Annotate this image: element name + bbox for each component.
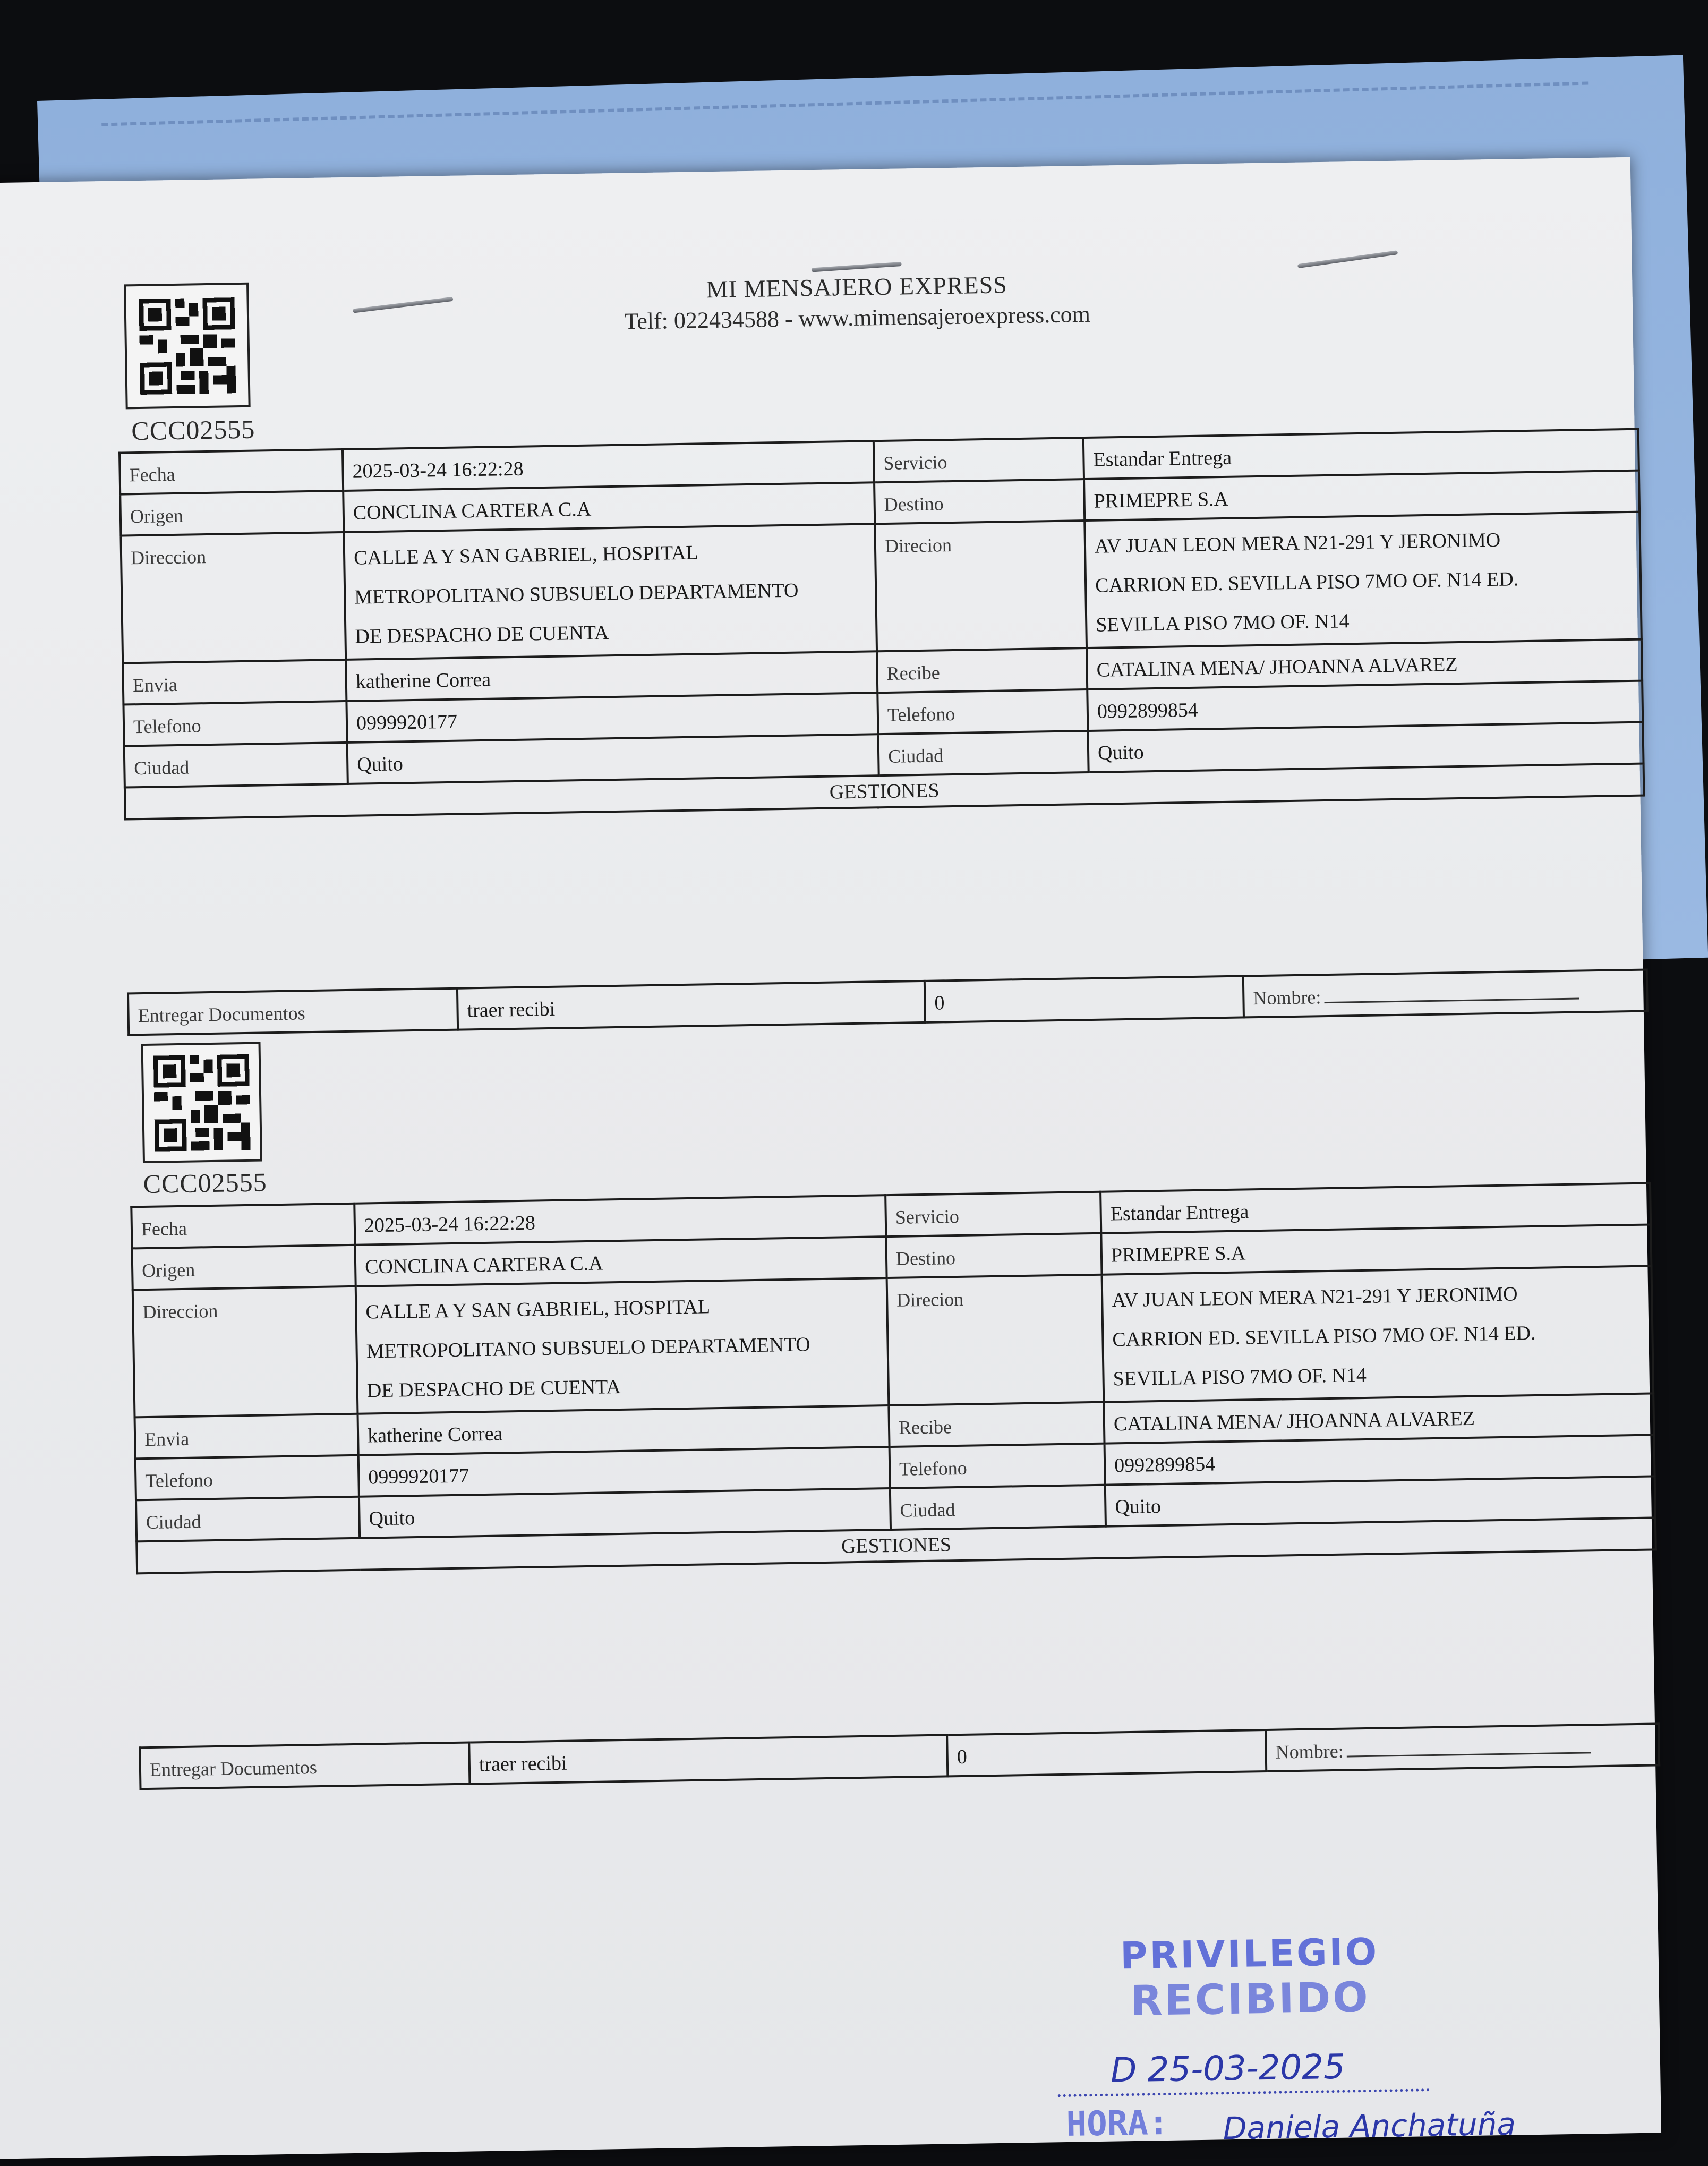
servicio-label: Servicio — [885, 1192, 1101, 1237]
direcion-value — [1084, 512, 1642, 648]
nombre-label: Nombre: — [1253, 986, 1321, 1009]
direcion-line: AV JUAN LEON MERA N21-291 Y JERONIMO — [1111, 1283, 1518, 1312]
received-stamp — [1084, 1930, 1415, 2026]
telefono-destino-label: Telefono — [890, 1444, 1105, 1488]
recibe-value: CATALINA MENA/ JHOANNA ALVAREZ — [1087, 639, 1642, 689]
telefono-label: Telefono — [135, 1455, 359, 1500]
gestion-cantidad: 0 — [947, 1730, 1266, 1776]
tracking-code-1: CCC02555 — [131, 414, 255, 446]
qr-code-2 — [141, 1042, 262, 1164]
nombre-blank — [1347, 1752, 1591, 1757]
ciudad-origen-value: Quito — [359, 1488, 891, 1538]
recibe-label: Recibe — [889, 1402, 1104, 1447]
direccion-line: METROPOLITANO SUBSUELO DEPARTAMENTO — [354, 579, 799, 609]
direcion-line: CARRION ED. SEVILLA PISO 7MO OF. N14 ED. — [1112, 1321, 1536, 1351]
direcion-line: SEVILLA PISO 7MO OF. N14 — [1095, 610, 1350, 636]
gestion-nota: traer recibi — [469, 1735, 947, 1784]
direcion-label: Direcion — [875, 521, 1087, 651]
envia-value: katherine Correa — [357, 1405, 889, 1455]
gestiones-heading: GESTIONES — [136, 1517, 1656, 1573]
nombre-blank — [1324, 998, 1579, 1004]
qr-code-1 — [124, 283, 251, 410]
ciudad-label: Ciudad — [136, 1497, 360, 1542]
gestion-nota: traer recibi — [457, 981, 925, 1030]
destino-label: Destino — [886, 1233, 1101, 1278]
destino-value: PRIMEPRE S.A — [1101, 1224, 1651, 1274]
destino-value: PRIMEPRE S.A — [1084, 471, 1639, 521]
telefono-origen-value: 0999920177 — [346, 693, 878, 743]
direccion-line: CALLE A Y SAN GABRIEL, HOSPITAL — [353, 541, 699, 569]
servicio-value: Estandar Entrega — [1100, 1183, 1651, 1233]
ciudad-origen-value: Quito — [347, 734, 879, 784]
folder-seam — [101, 81, 1588, 126]
ciudad-destino-label: Ciudad — [890, 1485, 1106, 1530]
handwritten-signature: Daniela Anchatuña — [1223, 2105, 1516, 2147]
telefono-origen-value: 0999920177 — [358, 1447, 890, 1497]
direcion-line: AV JUAN LEON MERA N21-291 Y JERONIMO — [1094, 528, 1501, 558]
nombre-field — [1243, 970, 1647, 1018]
staple-center — [812, 262, 902, 272]
recibe-label: Recibe — [877, 648, 1087, 693]
origen-value: CONCLINA CARTERA C.A — [343, 482, 875, 532]
direccion-value — [356, 1278, 889, 1414]
gestiones-table-2 — [139, 1722, 1660, 1790]
origen-label: Origen — [132, 1245, 356, 1290]
qr-code-icon — [153, 1054, 250, 1151]
ciudad-destino-value: Quito — [1105, 1476, 1655, 1526]
shipment-table-1 — [118, 428, 1645, 821]
staple-right — [1297, 250, 1398, 268]
stamp-line-2: RECIBIDO — [1130, 1973, 1371, 2026]
direccion-value — [344, 524, 877, 660]
direccion-line: DE DESPACHO DE CUENTA — [355, 621, 609, 648]
ciudad-label: Ciudad — [124, 743, 348, 788]
direccion-line: DE DESPACHO DE CUENTA — [366, 1375, 621, 1402]
origen-value: CONCLINA CARTERA C.A — [355, 1237, 886, 1286]
tracking-code-2: CCC02555 — [143, 1167, 268, 1199]
shipment-table-2 — [130, 1182, 1657, 1574]
ciudad-destino-value: Quito — [1088, 722, 1643, 772]
telefono-destino-value: 0992899854 — [1105, 1435, 1655, 1485]
gestiones-heading: GESTIONES — [125, 764, 1644, 820]
origen-label: Origen — [120, 491, 344, 536]
fecha-value: 2025-03-24 16:22:28 — [343, 441, 874, 491]
telefono-destino-label: Telefono — [877, 689, 1088, 734]
ciudad-destino-label: Ciudad — [878, 731, 1089, 775]
envia-label: Envia — [123, 660, 346, 705]
company-contact: Telf: 022434588 - www.mimensajeroexpress.com — [624, 301, 1091, 335]
qr-code-icon — [139, 297, 236, 395]
stamp-line-1: PRIVILEGIO — [1120, 1930, 1379, 1978]
gestion-cantidad: 0 — [925, 976, 1244, 1022]
direcion-line: CARRION ED. SEVILLA PISO 7MO OF. N14 ED. — [1095, 568, 1519, 597]
gestion-tipo: Entregar Documentos — [128, 988, 458, 1035]
direccion-line: CALLE A Y SAN GABRIEL, HOSPITAL — [365, 1295, 711, 1324]
envia-value: katherine Correa — [346, 651, 877, 701]
fecha-label: Fecha — [131, 1204, 355, 1249]
servicio-label: Servicio — [874, 438, 1084, 482]
direccion-label: Direccion — [133, 1286, 358, 1418]
nombre-field — [1266, 1724, 1659, 1771]
telefono-label: Telefono — [123, 701, 347, 746]
envia-label: Envia — [135, 1414, 358, 1459]
gestion-tipo: Entregar Documentos — [140, 1743, 469, 1789]
nombre-label: Nombre: — [1275, 1740, 1344, 1763]
gestiones-table-1 — [127, 969, 1649, 1036]
direcion-value — [1102, 1266, 1654, 1402]
recibe-value: CATALINA MENA/ JHOANNA ALVAREZ — [1104, 1393, 1654, 1443]
servicio-value: Estandar Entrega — [1083, 429, 1639, 479]
hora-label: HORA: — [1066, 2103, 1169, 2144]
direccion-label: Direccion — [121, 532, 346, 663]
receipt-sheet — [0, 157, 1661, 2159]
telefono-destino-value: 0992899854 — [1087, 681, 1643, 731]
destino-label: Destino — [874, 479, 1084, 524]
table-row — [121, 512, 1641, 663]
table-row — [128, 970, 1647, 1035]
staple-left — [353, 297, 454, 313]
fecha-label: Fecha — [119, 449, 343, 494]
fecha-value: 2025-03-24 16:22:28 — [354, 1195, 886, 1245]
handwritten-date: D 25-03-2025 — [1110, 2047, 1346, 2091]
company-name: MI MENSAJERO EXPRESS — [706, 271, 1008, 303]
direccion-line: METROPOLITANO SUBSUELO DEPARTAMENTO — [366, 1333, 811, 1363]
table-row — [140, 1724, 1659, 1789]
table-row — [133, 1266, 1653, 1417]
company-header — [511, 268, 1203, 337]
direcion-label: Direcion — [887, 1275, 1104, 1405]
direcion-line: SEVILLA PISO 7MO OF. N14 — [1113, 1363, 1367, 1391]
